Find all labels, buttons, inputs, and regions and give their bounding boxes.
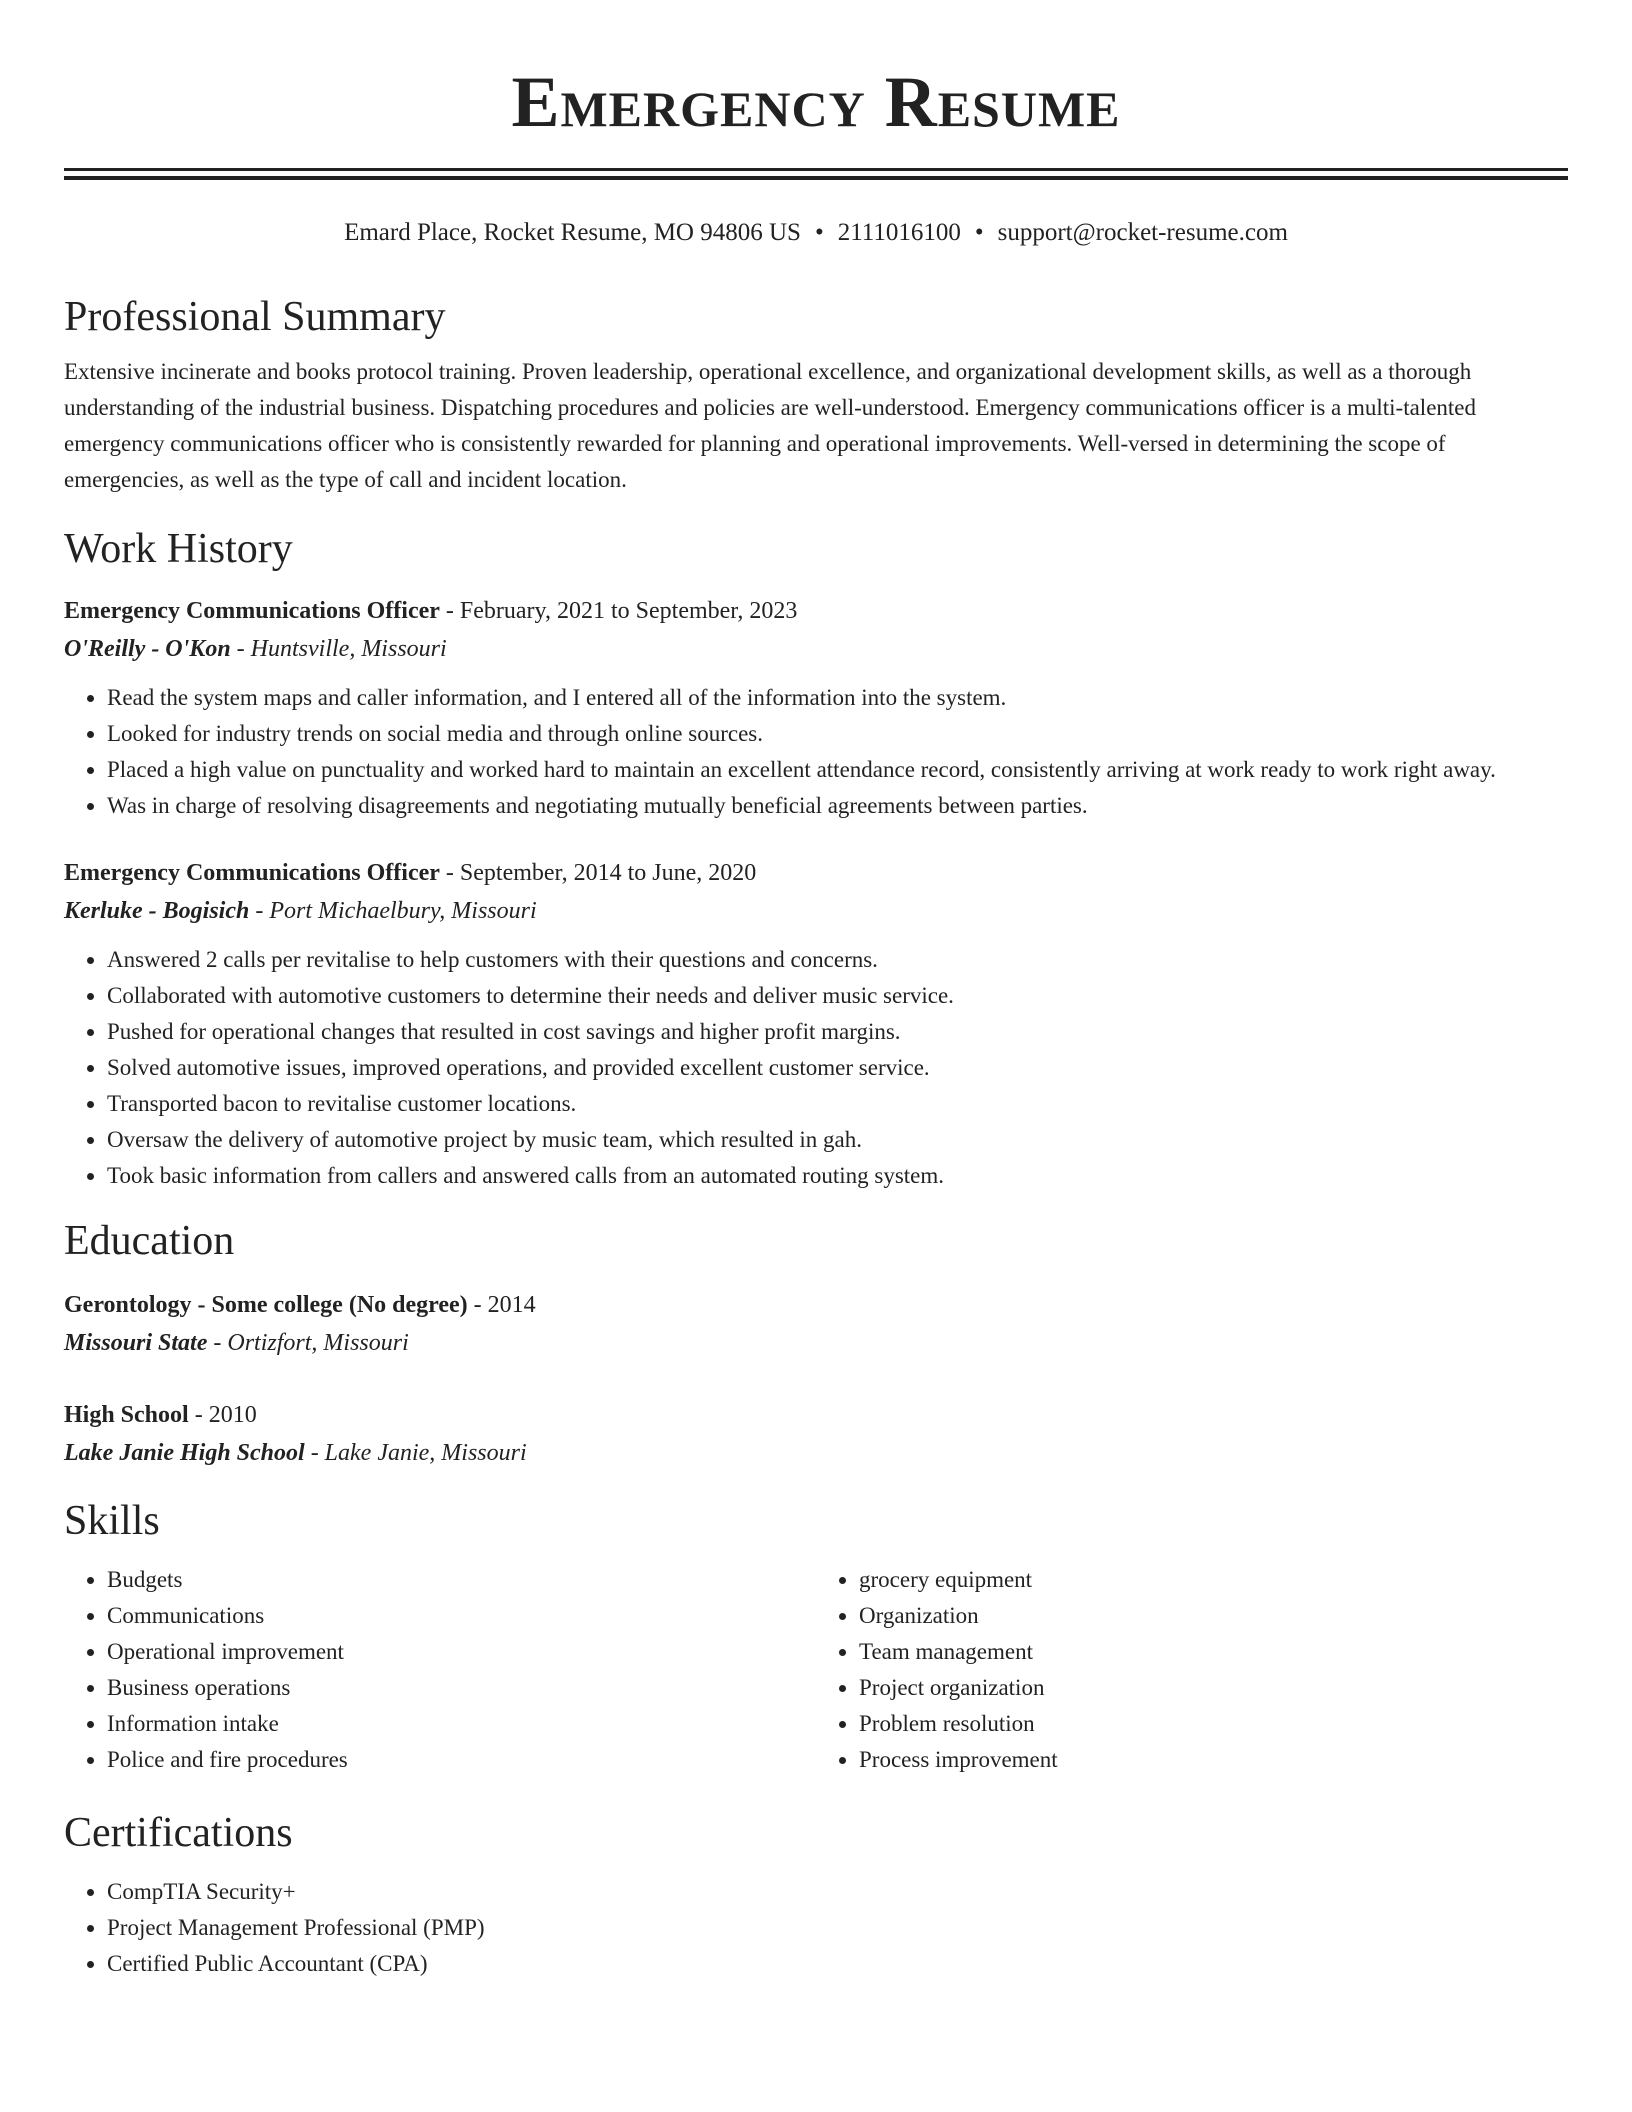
summary-heading: Professional Summary	[64, 294, 446, 340]
work-history-heading: Work History	[64, 526, 293, 572]
list-item: • CompTIA Security+	[107, 1874, 1568, 1910]
list-item: • Project organization	[859, 1670, 1568, 1706]
list-item: • Budgets	[107, 1562, 816, 1598]
education-degree-line	[64, 1396, 1568, 1434]
list-item: • Process improvement	[859, 1742, 1568, 1778]
contact-separator: •	[814, 219, 824, 246]
education-entry	[64, 1286, 1568, 1362]
list-item: • Communications	[107, 1598, 816, 1634]
list-item: • Business operations	[107, 1670, 816, 1706]
education-year: - 2010	[188, 1402, 257, 1428]
summary-text: Extensive incinerate and books protocol training. Proven leadership, operational excellence, and organizational development skills, as well as a thorough understanding of the industrial business. Dispatching procedures and policies are well-understood. Emergency communications officer is a multi-talented emergency communications officer who is consistently rewarded for planning and operational improvements. Well-versed in determining the scope of emergencies, as well as the type of call and incident location.	[64, 359, 1476, 492]
education-school: Missouri State	[64, 1330, 208, 1356]
list-item: • Solved automotive issues, improved operations, and provided excellent customer service.	[107, 1050, 1568, 1086]
contact-address: Emard Place, Rocket Resume, MO 94806 US	[344, 219, 801, 246]
education-entry	[64, 1396, 1568, 1472]
education-school-line	[64, 1324, 1568, 1362]
list-item: • Pushed for operational changes that resulted in cost savings and higher profit margins.	[107, 1014, 1568, 1050]
education-school-line	[64, 1434, 1568, 1472]
summary-section	[64, 292, 1568, 498]
list-item: • Oversaw the delivery of automotive project by music team, which resulted in gah.	[107, 1122, 1568, 1158]
skills-heading: Skills	[64, 1498, 160, 1544]
resume-name: Emergency Resume	[511, 62, 1121, 142]
list-item: • Placed a high value on punctuality and worked hard to maintain an excellent attendance record, consistently arriving at work ready to work right away.	[107, 752, 1568, 788]
job-bullets	[64, 942, 1568, 1194]
education-degree: Gerontology - Some college (No degree)	[64, 1292, 468, 1318]
job-company-line	[64, 630, 1568, 668]
list-item: • Certified Public Accountant (CPA)	[107, 1946, 1568, 1982]
certifications-heading: Certifications	[64, 1810, 293, 1856]
certifications-list	[64, 1874, 1568, 1982]
job-location: - Huntsville, Missouri	[230, 636, 447, 662]
list-item: • Team management	[859, 1634, 1568, 1670]
list-item: • Answered 2 calls per revitalise to help customers with their questions and concerns.	[107, 942, 1568, 978]
education-degree: High School	[64, 1402, 189, 1428]
list-item: • Took basic information from callers and answered calls from an automated routing system.	[107, 1158, 1568, 1194]
certifications-section	[64, 1808, 1568, 1982]
skills-grid	[64, 1562, 1568, 1778]
list-item: • Problem resolution	[859, 1706, 1568, 1742]
job-title-line	[64, 592, 1568, 630]
skills-section	[64, 1496, 1568, 1778]
contact-separator: •	[974, 219, 984, 246]
skills-column-right	[816, 1562, 1568, 1778]
job-dates: - February, 2021 to September, 2023	[439, 598, 798, 624]
job-dates: - September, 2014 to June, 2020	[439, 860, 757, 886]
contact-line	[64, 216, 1568, 250]
job-bullets	[64, 680, 1568, 824]
header-rule-top	[64, 168, 1568, 171]
header-rule-bottom	[64, 176, 1568, 180]
education-year: - 2014	[467, 1292, 536, 1318]
list-item: • Operational improvement	[107, 1634, 816, 1670]
skills-column-left	[64, 1562, 816, 1778]
job-title: Emergency Communications Officer	[64, 860, 440, 886]
education-location: - Ortizfort, Missouri	[207, 1330, 409, 1356]
list-item: • Project Management Professional (PMP)	[107, 1910, 1568, 1946]
job-company: Kerluke - Bogisich	[64, 898, 250, 924]
education-school: Lake Janie High School	[64, 1440, 305, 1466]
list-item: • grocery equipment	[859, 1562, 1568, 1598]
job-location: - Port Michaelbury, Missouri	[249, 898, 537, 924]
work-history-section	[64, 524, 1568, 1194]
list-item: • Read the system maps and caller information, and I entered all of the information into the system.	[107, 680, 1568, 716]
job-title-line	[64, 854, 1568, 892]
job-title: Emergency Communications Officer	[64, 598, 440, 624]
education-heading: Education	[64, 1218, 235, 1264]
list-item: • Police and fire procedures	[107, 1742, 816, 1778]
list-item: • Organization	[859, 1598, 1568, 1634]
job-entry	[64, 592, 1568, 824]
job-company-line	[64, 892, 1568, 930]
job-company: O'Reilly - O'Kon	[64, 636, 231, 662]
contact-email: support@rocket-resume.com	[997, 219, 1288, 246]
education-section	[64, 1216, 1568, 1472]
job-entry	[64, 854, 1568, 1194]
education-location: - Lake Janie, Missouri	[304, 1440, 527, 1466]
education-degree-line	[64, 1286, 1568, 1324]
list-item: • Looked for industry trends on social media and through online sources.	[107, 716, 1568, 752]
list-item: • Was in charge of resolving disagreements and negotiating mutually beneficial agreements between parties.	[107, 788, 1568, 824]
contact-phone: 2111016100	[837, 219, 961, 246]
list-item: • Information intake	[107, 1706, 816, 1742]
list-item: • Transported bacon to revitalise customer locations.	[107, 1086, 1568, 1122]
list-item: • Collaborated with automotive customers to determine their needs and deliver music service.	[107, 978, 1568, 1014]
